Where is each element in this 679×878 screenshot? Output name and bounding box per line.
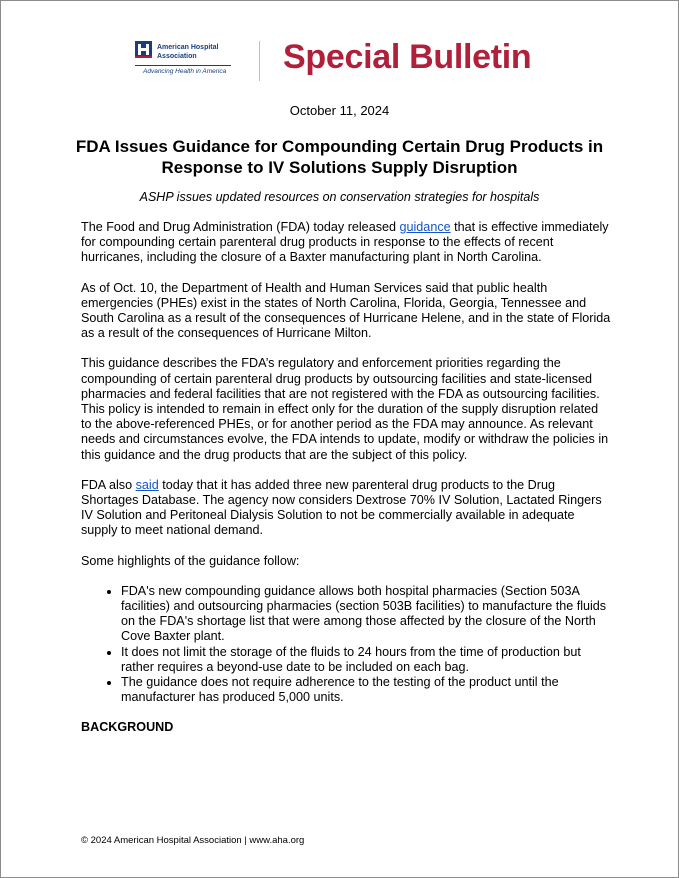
bulletin-title: Special Bulletin [283,38,532,76]
paragraph-2: As of Oct. 10, the Department of Health and Human Services said that public health emergencies (PHEs) exist in the states of North Carolina, Florida, Georgia, Tennessee and South Carolina as a result of the consequences of Hurricane Helene, and in the state of Florida as a result of the consequences of Hurricane Milton. [81,280,611,341]
bulletin-date: October 11, 2024 [289,103,390,118]
guidance-link[interactable]: guidance [399,220,451,234]
list-item: • The guidance does not require adherence to the testing of the product until the manufacturer has produced 5,000 units. [121,675,611,705]
aha-logo [135,41,235,81]
list-item: • FDA's new compounding guidance allows both hospital pharmacies (Section 503A facilities) and outsourcing pharmacies (section 503B facilities) to manufacture the fluids on the FDA's shortage list that were among those affected by the closure of the North Cove Baxter plant. [121,584,611,645]
subheadline: ASHP issues updated resources on conservation strategies for hospitals [139,190,540,204]
headline: FDA Issues Guidance for Compounding Certain Drug Products in Response to IV Solutions Supply Disruption [75,137,604,177]
highlights-list [81,584,611,706]
section-heading-background: BACKGROUND [81,720,174,735]
list-item: • It does not limit the storage of the fluids to 24 hours from the time of production but rather requires a beyond-use date to be included on each bag. [121,645,611,675]
hospital-h-icon [135,41,152,58]
header-divider [259,41,260,81]
footer: © 2024 American Hospital Association | www.aha.org [81,835,305,846]
logo-tagline: Advancing Health in America [143,68,227,75]
article-body [81,220,611,736]
logo-underline [135,65,231,66]
paragraph-1: The Food and Drug Administration (FDA) today released guidance that is effective immediately for compounding certain parenteral drug products in response to the effects of recent hurricanes, including the closure of a Baxter manufacturing plant in North Carolina. [81,220,609,265]
logo-name [157,44,218,61]
logo-name-line1: American Hospital [157,44,219,51]
logo-name-line2: Association [157,52,197,60]
paragraph-3: This guidance describes the FDA’s regulatory and enforcement priorities regarding the compounding of certain parenteral drug products by outsourcing facilities and state-licensed pharmacies and federal facilities that are not registered with the FDA as outsourcing facilities. This policy is intended to remain in effect only for the duration of the supply disruption related to the above-referenced PHEs, or for another period as the FDA may announce. As relevant needs and circumstances evolve, the FDA intends to update, modify or withdraw the policies in this guidance and the drug products that are the subject of this policy. [81,356,609,462]
paragraph-4: FDA also said today that it has added three new parenteral drug products to the Drug Shortages Database. The agency now considers Dextrose 70% IV Solution, Lactated Ringers IV Solution and Peritoneal Dialysis Solution to not be commercially available in adequate supply to meet national demand. [81,477,602,538]
said-link[interactable]: said [135,477,159,492]
paragraph-5: Some highlights of the guidance follow: [81,553,300,568]
